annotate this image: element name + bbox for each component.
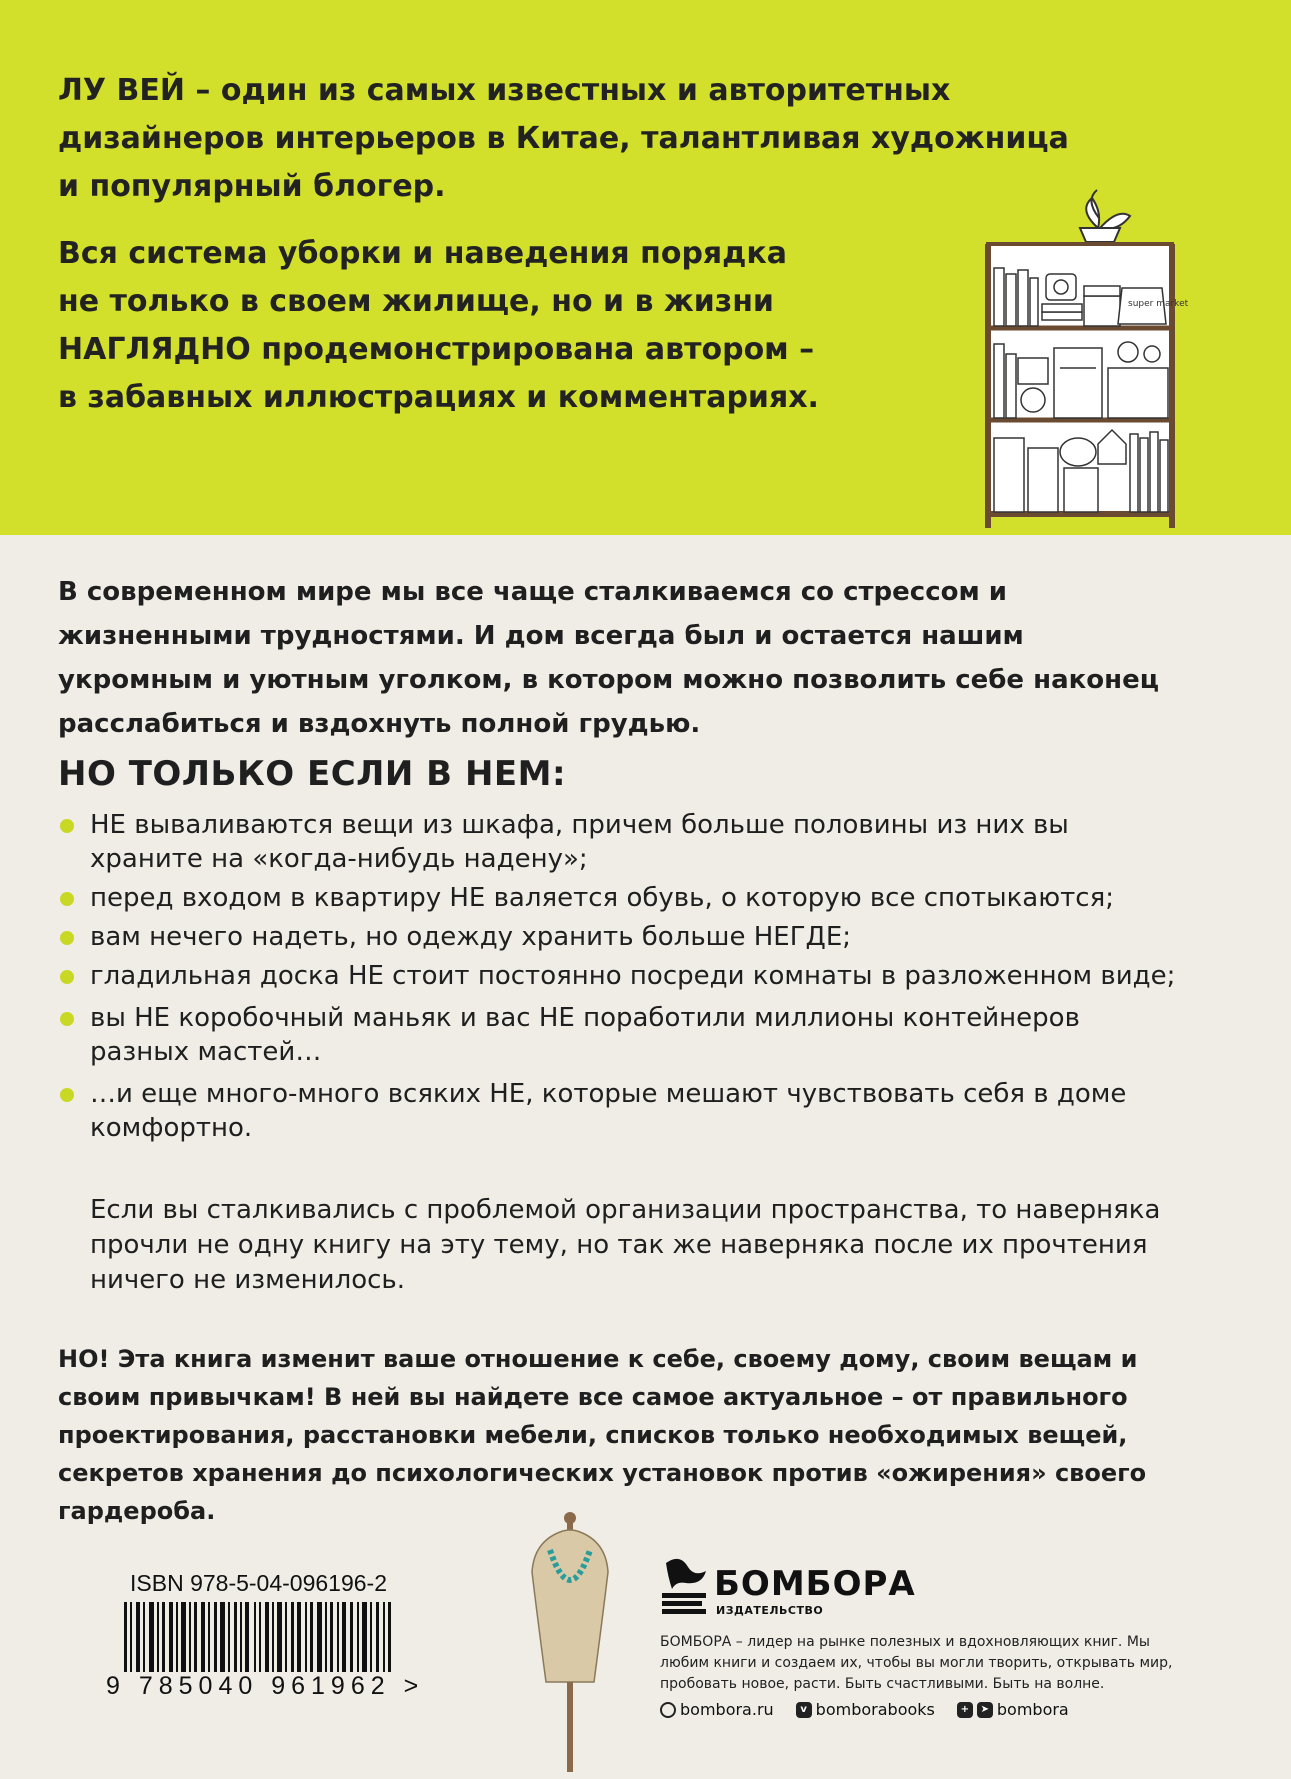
bullet-dot-icon bbox=[60, 819, 74, 833]
bullet-dot-icon bbox=[60, 892, 74, 906]
isbn-label: ISBN 978-5-04-096196-2 bbox=[130, 1570, 387, 1596]
globe-icon bbox=[660, 1702, 676, 1718]
publisher-name: БОМБОРА bbox=[714, 1564, 916, 1604]
list-item: …и еще много-много всяких НЕ, которые мешают чувствовать себя в доме комфортно. bbox=[58, 1077, 1178, 1145]
publisher-subtitle: ИЗДАТЕЛЬСТВО bbox=[716, 1604, 824, 1617]
list-item: НЕ вываливаются вещи из шкафа, причем больше половины из них вы храните на «когда-нибудь надену»; bbox=[58, 808, 1178, 876]
shelf-bag-label: super market bbox=[1128, 299, 1189, 309]
list-item: гладильная доска НЕ стоит постоянно посреди комнаты в разложенном виде; bbox=[58, 959, 1178, 993]
social-link[interactable]: + ➤ bombora bbox=[957, 1700, 1069, 1719]
bullet-dot-icon bbox=[60, 1088, 74, 1102]
conditions-list bbox=[58, 808, 1178, 1150]
bullet-dot-icon bbox=[60, 931, 74, 945]
vk-icon: v bbox=[796, 1702, 812, 1718]
intro-paragraph: В современном мире мы все чаще сталкиваемся со стрессом и жизненными трудностями. И дом всегда был и остается нашим укромным и уютным уголком, в котором можно позволить себе наконец расслабиться и вздохнуть полной грудью. bbox=[58, 577, 1160, 739]
plus-icon: + bbox=[957, 1702, 973, 1718]
list-item: вам нечего надеть, но одежду хранить больше НЕГДЕ; bbox=[58, 920, 1178, 954]
bombora-logo-icon bbox=[658, 1553, 718, 1619]
vk-link[interactable]: v bomborabooks bbox=[796, 1700, 935, 1719]
publisher-links bbox=[660, 1700, 1069, 1719]
book-promise-paragraph: НО! Эта книга изменит ваше отношение к себе, своему дому, своим вещам и своим привычкам! В ней вы найдете все самое актуальное – от правильного проектирования, расстановки мебели, списков только необходимых вещей, секретов хранения до психологических установок против «ожирения» своего гардероба. bbox=[58, 1345, 1147, 1525]
publisher-description: БОМБОРА – лидер на рынке полезных и вдохновляющих книг. Мы любим книги и создаем их, чтобы вы могли творить, открывать мир, пробовать новое, расти. Быть счастливыми. Быть на волне. bbox=[660, 1634, 1173, 1692]
space-problem-paragraph: Если вы сталкивались с проблемой организации пространства, то наверняка прочли не одну книгу на эту тему, но так же наверняка после их прочтения ничего не изменилось. bbox=[90, 1195, 1161, 1295]
list-item: вы НЕ коробочный маньяк и вас НЕ поработили миллионы контейнеров разных мастей… bbox=[58, 1001, 1178, 1069]
site-link[interactable]: bombora.ru bbox=[660, 1700, 774, 1719]
list-item: перед входом в квартиру НЕ валяется обувь, о которую все спотыкаются; bbox=[58, 881, 1178, 915]
emphasis-no: НО! bbox=[58, 1345, 110, 1373]
bookshelf-illustration bbox=[980, 188, 1189, 533]
author-intro: ЛУ ВЕЙ – один из самых известных и авторитетных дизайнеров интерьеров в Китае, талантливая художница и популярный блогер. bbox=[58, 73, 1069, 204]
barcode-digits: 9 785040 961962 > bbox=[106, 1672, 425, 1700]
bullet-dot-icon bbox=[60, 970, 74, 984]
bullet-dot-icon bbox=[60, 1012, 74, 1026]
system-description: Вся система уборки и наведения порядка не только в своем жилище, но и в жизни НАГЛЯДНО продемонстрирована автором – в забавных иллюстрациях и комментариях. bbox=[58, 236, 819, 415]
mannequin-illustration bbox=[520, 1510, 620, 1779]
telegram-icon: ➤ bbox=[977, 1702, 993, 1718]
conditions-heading: НО ТОЛЬКО ЕСЛИ В НЕМ: bbox=[58, 754, 567, 794]
